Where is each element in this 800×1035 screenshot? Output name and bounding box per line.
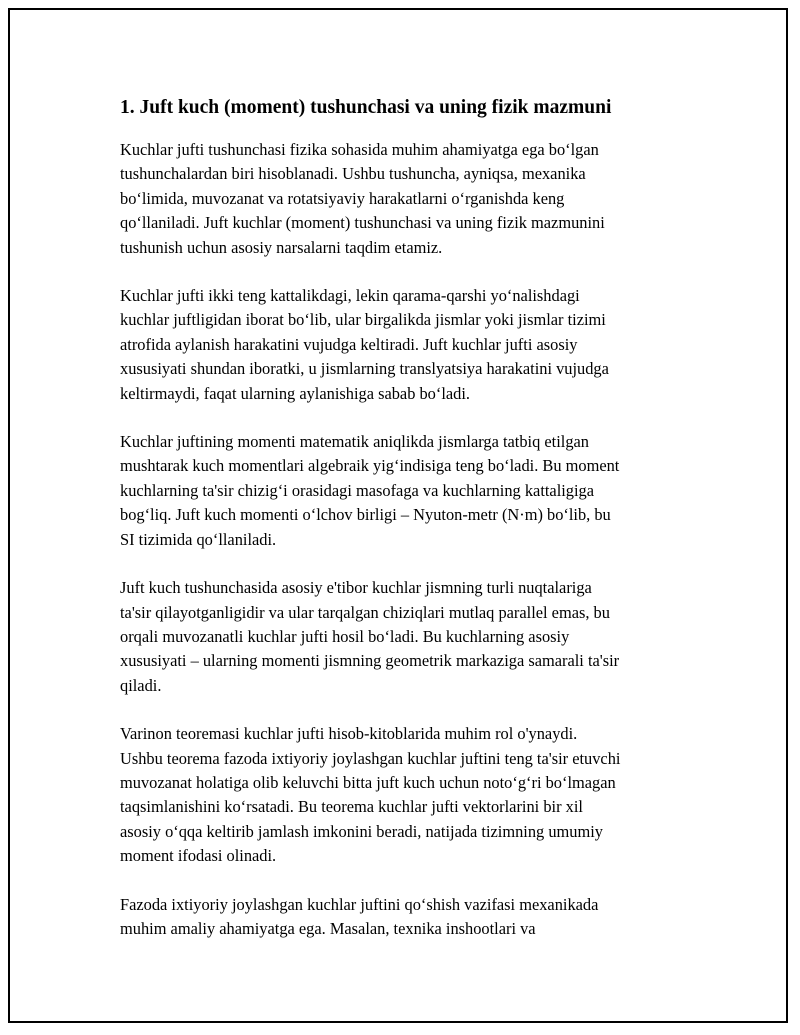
- text-line: mushtarak kuch momentlari algebraik yig‘indisiga teng bo‘ladi. Bu moment: [120, 456, 620, 476]
- section-title: 1. Juft kuch (moment) tushunchasi va uning fizik mazmuni: [120, 97, 612, 118]
- text-line: tushunish uchun asosiy narsalarni taqdim etamiz.: [120, 237, 443, 257]
- text-line: Ushbu teorema fazoda ixtiyoriy joylashgan kuchlar juftini teng ta'sir etuvchi: [120, 748, 621, 768]
- text-line: kuchlarning ta'sir chizig‘i orasidagi masofaga va kuchlarning kattaligiga: [120, 480, 595, 500]
- text-line: bog‘liq. Juft kuch momenti o‘lchov birligi – Nyuton-metr (N·m) bo‘lib, bu: [120, 505, 611, 525]
- text-line: muhim amaliy ahamiyatga ega. Masalan, texnika inshootlari va: [120, 918, 536, 938]
- document-content: [120, 94, 700, 965]
- text-line: SI tizimida qo‘llaniladi.: [120, 529, 277, 549]
- paragraph-5: [120, 722, 700, 868]
- text-line: xususiyati – ularning momenti jismning geometrik markaziga samarali ta'sir: [120, 651, 620, 671]
- text-line: xususiyati shundan iboratki, u jismlarning translyatsiya harakatini vujudga: [120, 359, 609, 379]
- text-line: kuchlar juftligidan iborat bo‘lib, ular birgalikda jismlar yoki jismlar tizimi: [120, 310, 606, 330]
- text-line: Fazoda ixtiyoriy joylashgan kuchlar juftini qo‘shish vazifasi mexanikada: [120, 894, 599, 914]
- text-line: qiladi.: [120, 675, 162, 695]
- text-line: Kuchlar jufti tushunchasi fizika sohasida muhim ahamiyatga ega bo‘lgan: [120, 140, 599, 159]
- text-line: bo‘limida, muvozanat va rotatsiyaviy harakatlarni o‘rganishda keng: [120, 188, 565, 208]
- text-line: muvozanat holatiga olib keluvchi bitta juft kuch uchun noto‘g‘ri bo‘lmagan: [120, 772, 616, 792]
- text-line: Varinon teoremasi kuchlar jufti hisob-kitoblarida muhim rol o'ynaydi.: [120, 724, 578, 744]
- text-line: keltirmaydi, faqat ularning aylanishiga sabab bo‘ladi.: [120, 383, 471, 403]
- text-line: asosiy o‘qqa keltirib jamlash imkonini beradi, natijada tizimning umumiy: [120, 821, 603, 841]
- document-page: [8, 8, 788, 1023]
- paragraph-6: [120, 893, 700, 942]
- text-line: Kuchlar jufti ikki teng kattalikdagi, lekin qarama-qarshi yo‘nalishdagi: [120, 286, 580, 306]
- paragraph-1: [120, 138, 700, 260]
- text-line: orqali muvozanatli kuchlar jufti hosil bo‘ladi. Bu kuchlarning asosiy: [120, 626, 570, 646]
- text-line: Juft kuch tushunchasida asosiy e'tibor kuchlar jismning turli nuqtalariga: [120, 578, 592, 598]
- paragraph-3: [120, 430, 700, 552]
- paragraph-4: [120, 576, 700, 698]
- text-line: taqsimlanishini ko‘rsatadi. Bu teorema kuchlar jufti vektorlarini bir xil: [120, 797, 583, 817]
- paragraph-2: [120, 284, 700, 406]
- text-line: atrofida aylanish harakatini vujudga keltiradi. Juft kuchlar jufti asosiy: [120, 334, 578, 354]
- text-line: ta'sir qilayotganligidir va ular tarqalgan chiziqlari mutlaq parallel emas, bu: [120, 602, 610, 622]
- text-line: Kuchlar juftining momenti matematik aniqlikda jismlarga tatbiq etilgan: [120, 432, 589, 452]
- text-line: tushunchalardan biri hisoblanadi. Ushbu tushuncha, ayniqsa, mexanika: [120, 164, 586, 184]
- text-line: moment ifodasi olinadi.: [120, 846, 277, 866]
- text-line: qo‘llaniladi. Juft kuchlar (moment) tushunchasi va uning fizik mazmunini: [120, 213, 605, 233]
